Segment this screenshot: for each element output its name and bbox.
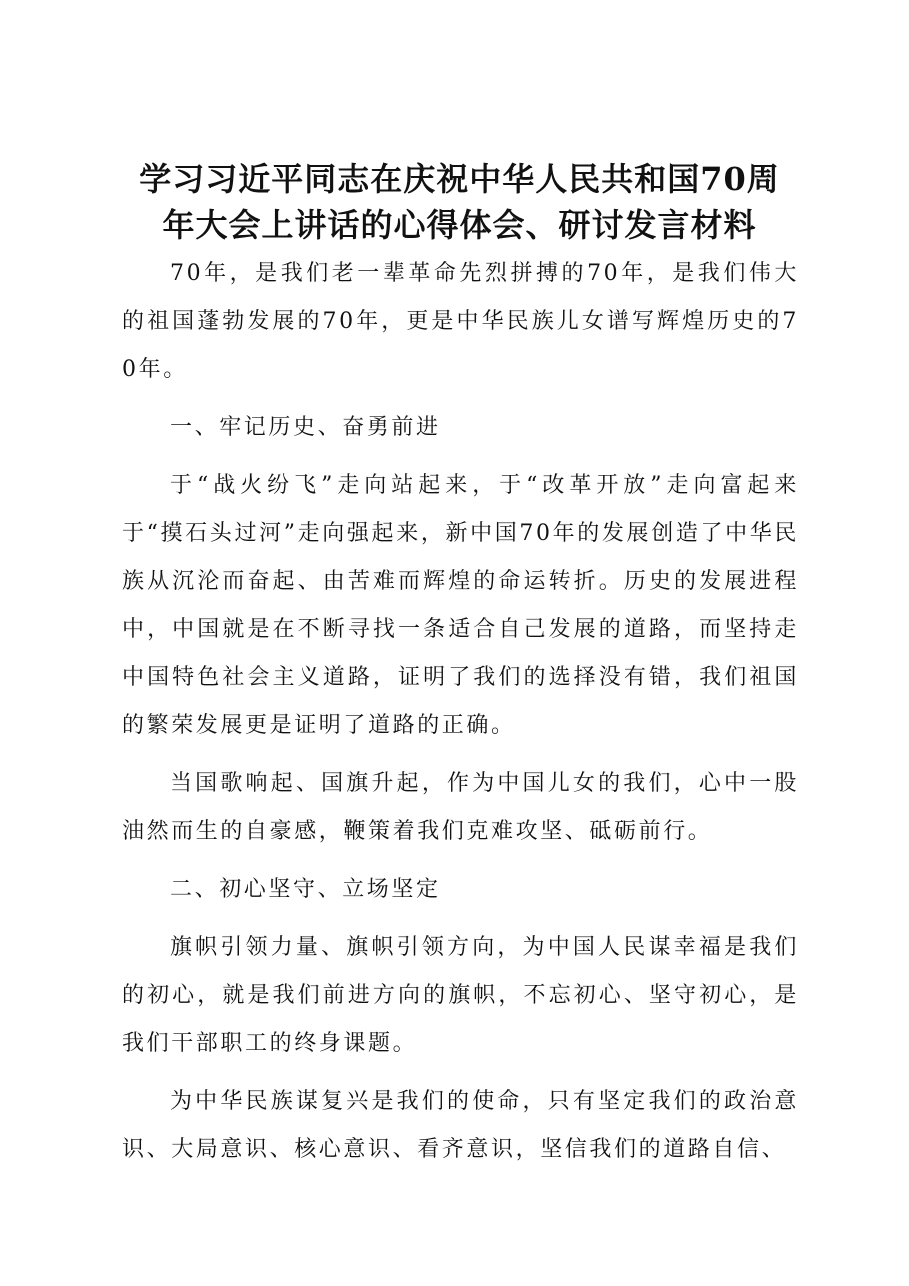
paragraph-intro: 70年，是我们老一辈革命先烈拼搏的70年，是我们伟大的祖国蓬勃发展的70年，更是中华民族儿女谱写辉煌历史的70年。: [122, 261, 799, 382]
title-line-1: 学习习近平同志在庆祝中华人民共和国70周: [139, 160, 780, 198]
section-heading-1: 一、牢记历史、奋勇前进: [170, 415, 441, 440]
paragraph-history: 于“战火纷飞”走向站起来，于“改革开放”走向富起来于“摸石头过河”走向强起来，新中国70年的发展创造了中华民族从沉沦而奋起、由苦难而辉煌的命运转折。历史的发展进程中，中国就是在不断寻找一条适合自己发展的道路，而坚持走中国特色社会主义道路，证明了我们的选择没有错，我们祖国的繁荣发展更是证明了道路的正确。: [122, 473, 799, 738]
paragraph-mission: 为中华民族谋复兴是我们的使命，只有坚定我们的政治意识、大局意识、核心意识、看齐意识，坚信我们的道路自信、: [122, 1089, 799, 1162]
paragraph-anthem: 当国歌响起、国旗升起，作为中国儿女的我们，心中一股油然而生的自豪感，鞭策着我们克难攻坚、砥砺前行。: [122, 771, 799, 844]
paragraph-flag: 旗帜引领力量、旗帜引领方向，为中国人民谋幸福是我们的初心，就是我们前进方向的旗帜，不忘初心、坚守初心，是我们干部职工的终身课题。: [122, 935, 799, 1056]
section-heading-2: 二、初心坚守、立场坚定: [170, 877, 441, 902]
document-title: [110, 156, 809, 248]
title-line-2: 年大会上讲话的心得体会、研讨发言材料: [162, 206, 757, 244]
document-body: [122, 250, 799, 1174]
